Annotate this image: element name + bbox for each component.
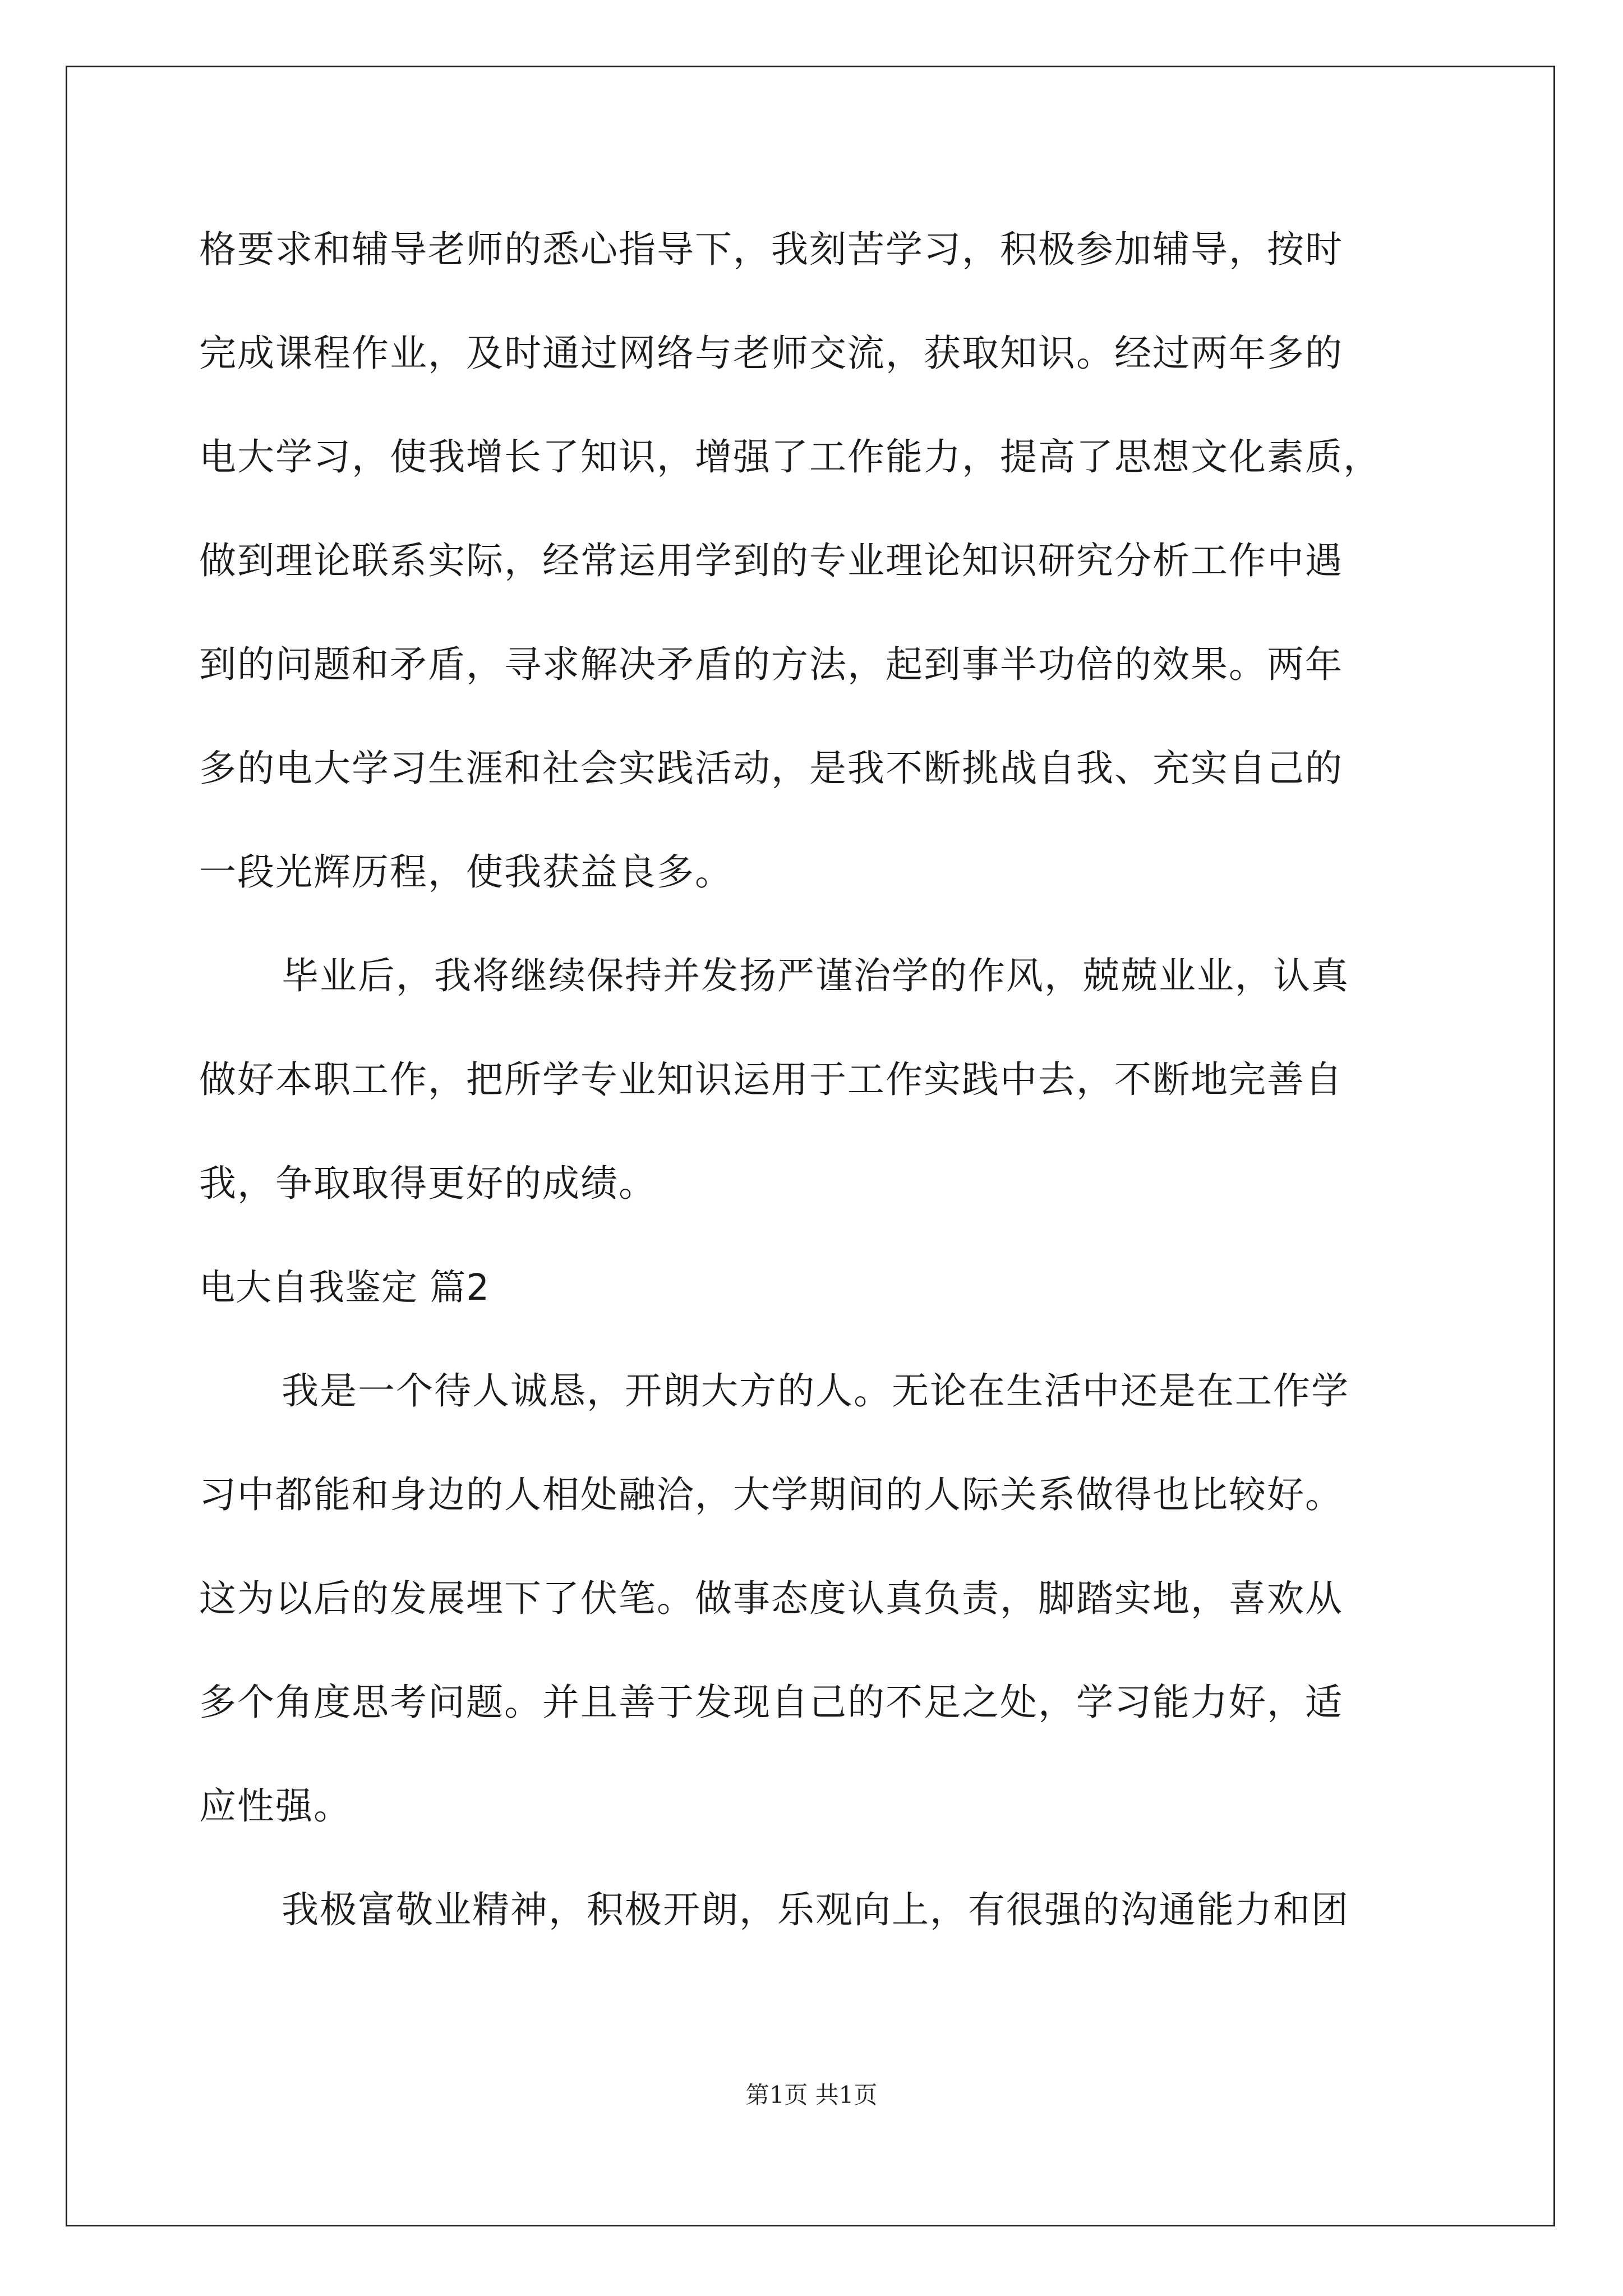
section-heading: 电大自我鉴定 篇2 [199, 1267, 490, 1309]
paragraph-start-line: 我是一个待人诚恳，开朗大方的人。无论在生活中还是在工作学 [282, 1369, 1349, 1412]
text-line: 多的电大学习生涯和社会实践活动，是我不断挑战自我、充实自己的 [199, 747, 1343, 790]
text-line: 应性强。 [199, 1784, 352, 1828]
text-line: 做好本职工作，把所学专业知识运用于工作实践中去，不断地完善自 [199, 1058, 1343, 1101]
page-number-footer: 第1页 共1页 [745, 2081, 878, 2109]
text-line: 做到理论联系实际，经常运用学到的专业理论知识研究分析工作中遇 [199, 539, 1343, 582]
text-line: 我，争取取得更好的成绩。 [199, 1162, 657, 1205]
text-line: 多个角度思考问题。并且善于发现自己的不足之处，学习能力好，适 [199, 1681, 1343, 1724]
paragraph-start-line: 我极富敬业精神，积极开朗，乐观向上，有很强的沟通能力和团 [282, 1888, 1349, 1931]
text-line: 这为以后的发展埋下了伏笔。做事态度认真负责，脚踏实地，喜欢从 [199, 1577, 1343, 1620]
text-line: 到的问题和矛盾，寻求解决矛盾的方法，起到事半功倍的效果。两年 [199, 643, 1343, 686]
text-line: 习中都能和身边的人相处融洽，大学期间的人际关系做得也比较好。 [199, 1473, 1343, 1516]
paragraph-start-line: 毕业后，我将继续保持并发扬严谨治学的作风，兢兢业业，认真 [282, 954, 1349, 997]
text-line: 格要求和辅导老师的悉心指导下，我刻苦学习，积极参加辅导，按时 [199, 228, 1343, 271]
text-line: 电大学习，使我增长了知识，增强了工作能力，提高了思想文化素质， [199, 435, 1381, 478]
text-line: 完成课程作业，及时通过网络与老师交流，获取知识。经过两年多的 [199, 332, 1343, 375]
text-line: 一段光辉历程，使我获益良多。 [199, 850, 733, 894]
